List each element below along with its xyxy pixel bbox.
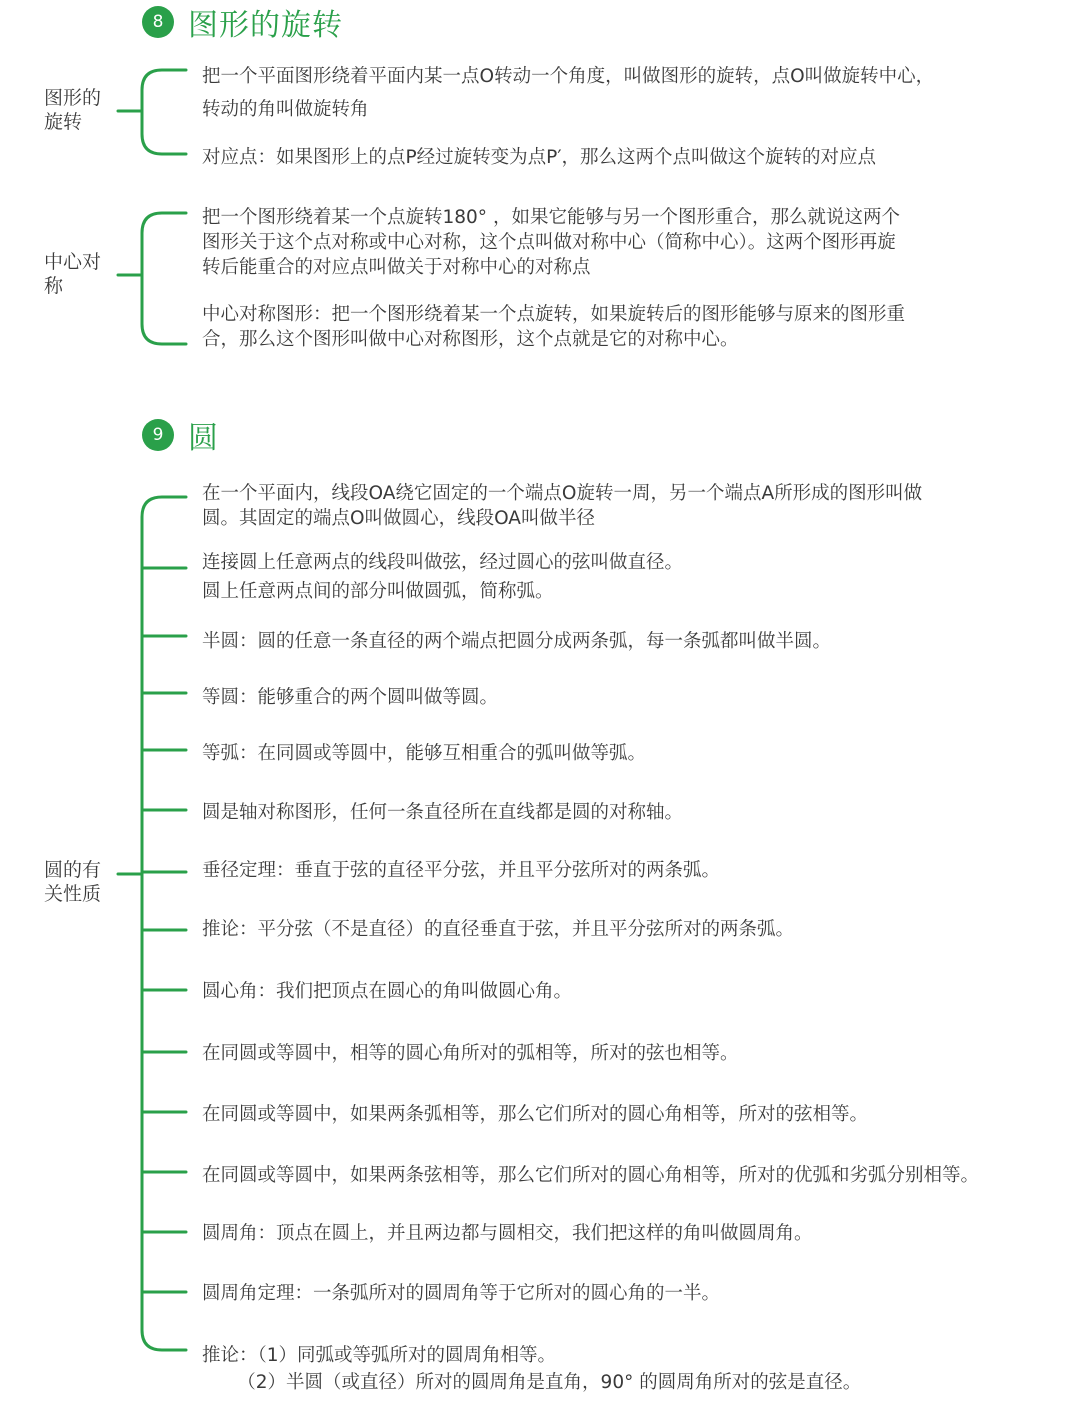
section-8-heading [142, 2, 343, 42]
circle-item-10: 在同圆或等圆中，相等的圆心角所对的弧相等，所对的弦也相等。 [202, 1043, 739, 1064]
circle-item-9: 圆心角：我们把顶点在圆心的角叫做圆心角。 [202, 981, 573, 1002]
circle-item-8: 推论：平分弦（不是直径）的直径垂直于弦，并且平分弦所对的两条弧。 [202, 919, 795, 940]
circle-item-1: 在一个平面内，线段OA绕它固定的一个端点O旋转一周，另一个端点A所形成的图形叫做 圆。其固定的端点O叫做圆心，线段OA叫做半径 [202, 483, 923, 529]
central-symmetry-definition: 把一个图形绕着某一个点旋转180° ，如果它能够与另一个图形重合，那么就说这两个 图形关于这个点对称或中心对称，这个点叫做对称中心（简称中心）。这两个图形再旋 转后能重合的对应点叫做关于对称中心的对称点 [202, 207, 900, 278]
section-9-heading [142, 415, 219, 455]
circle-item-11: 在同圆或等圆中，如果两条弧相等，那么它们所对的圆心角相等，所对的弦相等。 [202, 1104, 869, 1125]
group-label-central-symmetry: 中心对 称 [44, 251, 102, 297]
corresponding-point-definition: 对应点：如果图形上的点P经过旋转变为点P′，那么这两个点叫做这个旋转的对应点 [202, 147, 877, 168]
circle-item-3: 半圆：圆的任意一条直径的两个端点把圆分成两条弧，每一条弧都叫做半圆。 [202, 631, 832, 652]
circle-item-2: 连接圆上任意两点的线段叫做弦，经过圆心的弦叫做直径。 圆上任意两点间的部分叫做圆弧，简称弧。 [202, 552, 684, 602]
group-label-circle-properties: 圆的有 关性质 [44, 859, 102, 905]
circle-item-13: 圆周角：顶点在圆上，并且两边都与圆相交，我们把这样的角叫做圆周角。 [202, 1223, 813, 1244]
group-label-rotation: 图形的 旋转 [44, 87, 102, 133]
rotation-definition: 把一个平面图形绕着平面内某一点O转动一个角度，叫做图形的旋转，点O叫做旋转中心， 转动的角叫做旋转角 [202, 66, 935, 120]
circle-item-7: 垂径定理：垂直于弦的直径平分弦，并且平分弦所对的两条弧。 [202, 860, 721, 881]
central-symmetric-figure-definition: 中心对称图形：把一个图形绕着某一个点旋转，如果旋转后的图形能够与原来的图形重 合，那么这个图形叫做中心对称图形，这个点就是它的对称中心。 [202, 304, 906, 350]
section-title: 图形的旋转 [188, 8, 343, 43]
circle-item-6: 圆是轴对称图形，任何一条直径所在直线都是圆的对称轴。 [202, 802, 684, 823]
section-title: 圆 [188, 421, 219, 456]
section-number-badge: 9 [142, 419, 174, 451]
circle-item-15: 推论：（1）同弧或等弧所对的圆周角相等。 （2）半圆（或直径）所对的圆周角是直角，90° 的圆周角所对的弦是直径。 [202, 1345, 862, 1393]
circle-item-12: 在同圆或等圆中，如果两条弦相等，那么它们所对的圆心角相等，所对的优弧和劣弧分别相等。 [202, 1165, 980, 1186]
circle-item-14: 圆周角定理：一条弧所对的圆周角等于它所对的圆心角的一半。 [202, 1283, 721, 1304]
circle-item-5: 等弧：在同圆或等圆中，能够互相重合的弧叫做等弧。 [202, 743, 647, 764]
section-number-badge: 8 [142, 6, 174, 38]
circle-item-4: 等圆：能够重合的两个圆叫做等圆。 [202, 687, 499, 708]
